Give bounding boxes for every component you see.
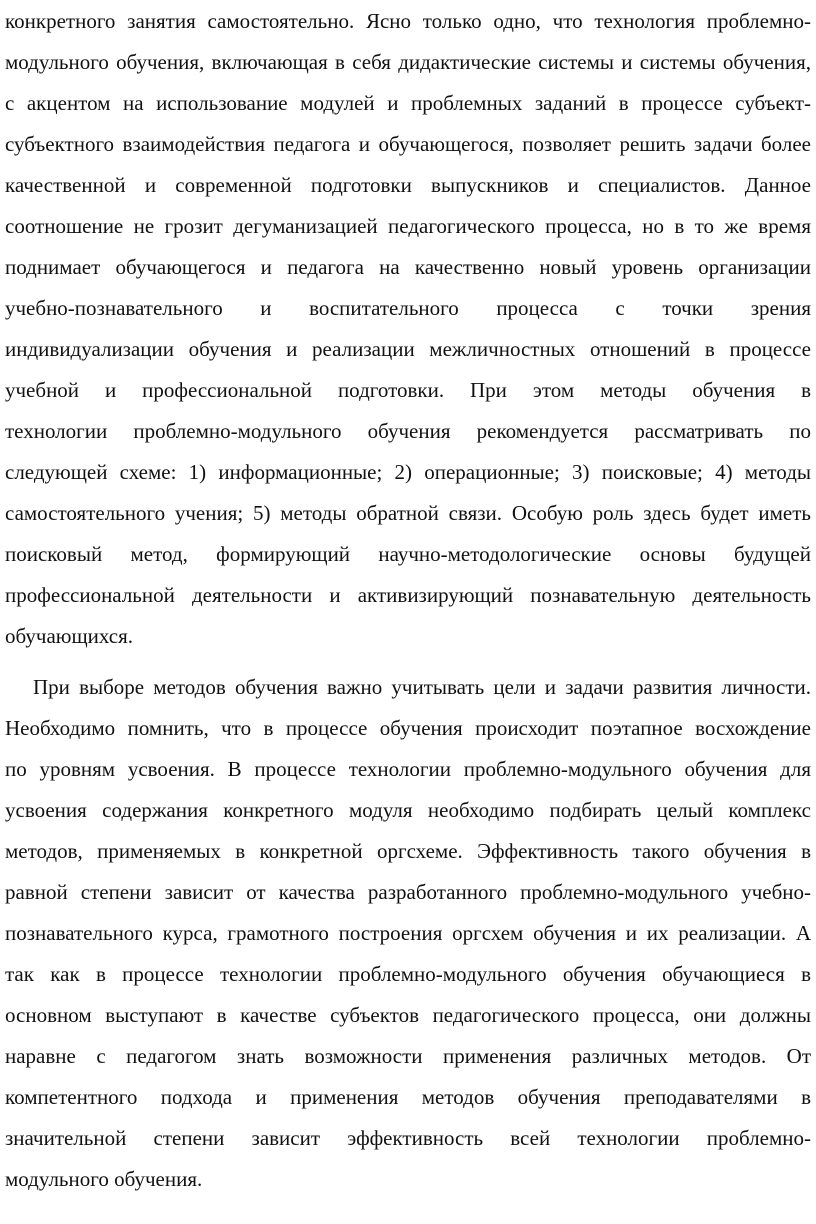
text-line: основном выступают в качестве субъектов педагогического процесса, они должны [5,1003,811,1027]
text-line: по уровням усвоения. В процессе технологии проблемно-модульного обучения для [5,757,811,781]
text-line: индивидуализации обучения и реализации межличностных отношений в процессе [5,337,811,361]
text-line: технологии проблемно-модульного обучения рекомендуется рассматривать по [5,419,811,443]
text-line: с акцентом на использование модулей и проблемных заданий в процессе субъект- [5,91,811,115]
text-line: модульного обучения. [5,1167,203,1191]
text-line: субъектного взаимодействия педагога и обучающегося, позволяет решить задачи более [5,132,811,156]
text-line: поднимает обучающегося и педагога на качественно новый уровень организации [5,255,811,279]
text-line: профессиональной деятельности и активизирующий познавательную деятельность [5,583,811,607]
text-line: конкретного занятия самостоятельно. Ясно только одно, что технология проблемно- [5,9,811,33]
text-line: самостоятельного учения; 5) методы обратной связи. Особую роль здесь будет иметь [5,501,811,525]
text-line: качественной и современной подготовки выпускников и специалистов. Данное [5,173,811,197]
text-line: Необходимо помнить, что в процессе обучения происходит поэтапное восхождение [5,716,811,740]
text-line: учебной и профессиональной подготовки. При этом методы обучения в [5,378,811,402]
text-line: соотношение не грозит дегуманизацией педагогического процесса, но в то же время [5,214,811,238]
text-line: следующей схеме: 1) информационные; 2) операционные; 3) поисковые; 4) методы [5,460,811,484]
text-line: компетентного подхода и применения методов обучения преподавателями в [5,1085,811,1109]
text-line: обучающихся. [5,624,133,648]
text-line: усвоения содержания конкретного модуля необходимо подбирать целый комплекс [5,798,811,822]
text-line: так как в процессе технологии проблемно-модульного обучения обучающиеся в [5,962,811,986]
text-line: При выборе методов обучения важно учитывать цели и задачи развития личности. [33,675,811,699]
text-line: наравне с педагогом знать возможности применения различных методов. От [5,1044,811,1068]
text-line: познавательного курса, грамотного построения оргсхем обучения и их реализации. А [5,921,811,945]
text-line: равной степени зависит от качества разработанного проблемно-модульного учебно- [5,880,811,904]
text-line: учебно-познавательного и воспитательного процесса с точки зрения [5,296,811,320]
text-line: модульного обучения, включающая в себя дидактические системы и системы обучения, [5,50,811,74]
text-line: методов, применяемых в конкретной оргсхеме. Эффективность такого обучения в [5,839,811,863]
text-line: поисковый метод, формирующий научно-методологические основы будущей [5,542,811,566]
text-line: значительной степени зависит эффективность всей технологии проблемно- [5,1126,811,1150]
